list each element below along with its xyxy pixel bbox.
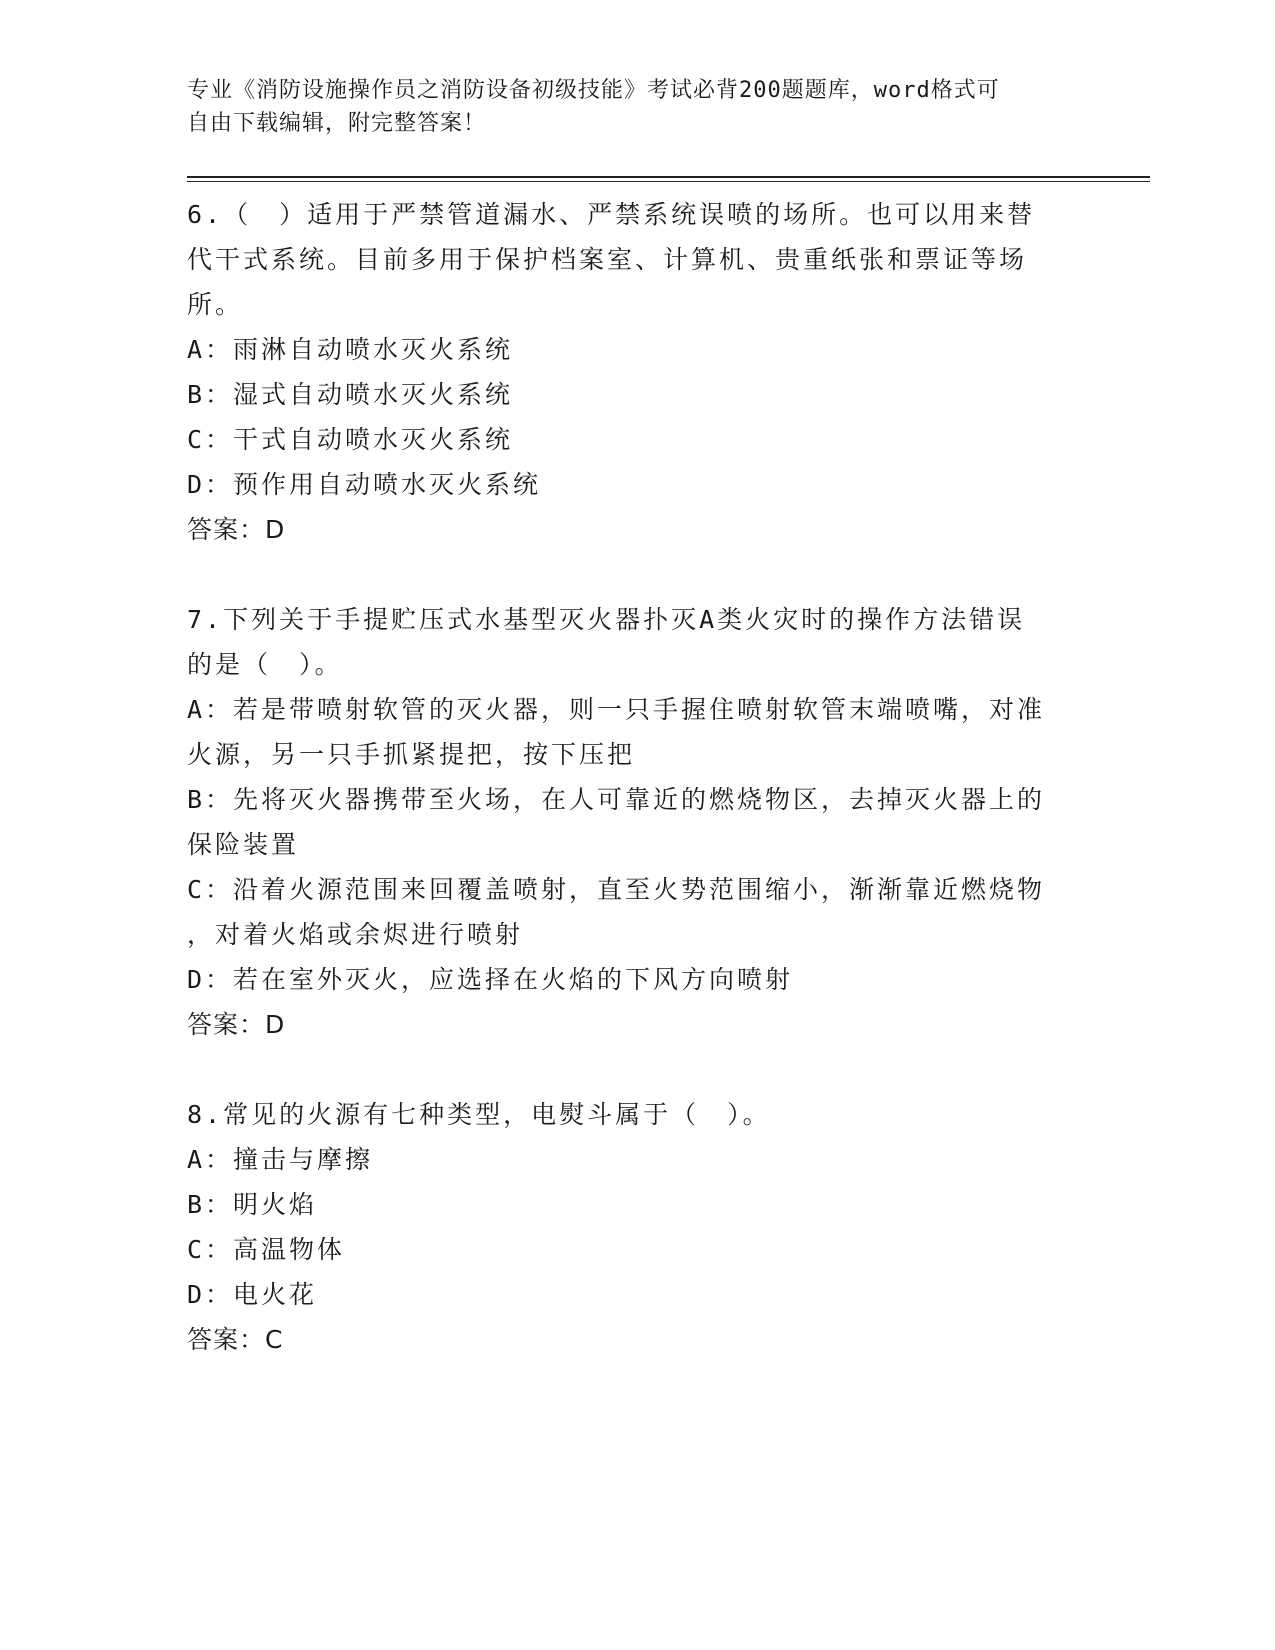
option-b: B：明火焰 (187, 1190, 318, 1219)
question-spacer (187, 552, 1087, 597)
question-stem-line: 6.（ ）适用于严禁管道漏水、严禁系统误喷的场所。也可以用来替 (187, 200, 1036, 229)
answer-label: 答案：C (187, 1325, 284, 1354)
option-b: B：先将灭火器携带至火场，在人可靠近的燃烧物区，去掉灭火器上的 (187, 785, 1046, 814)
question-stem-line: 代干式系统。目前多用于保护档案室、计算机、贵重纸张和票证等场 (187, 245, 1028, 274)
header-divider-thin (187, 181, 1150, 182)
option-c: C：高温物体 (187, 1235, 346, 1264)
option-c: C：沿着火源范围来回覆盖喷射，直至火势范围缩小，渐渐靠近燃烧物 (187, 875, 1046, 904)
header-line-2: 自由下载编辑，附完整答案！ (187, 111, 487, 136)
answer-label: 答案：D (187, 1010, 286, 1039)
option-a: A：雨淋自动喷水灭火系统 (187, 335, 514, 364)
question-stem-line: 所。 (187, 290, 244, 319)
header-line-1: 专业《消防设施操作员之消防设备初级技能》考试必背200题题库，word格式可 (187, 78, 1000, 103)
question-spacer (187, 1047, 1087, 1092)
question-stem-line: 7.下列关于手提贮压式水基型灭火器扑灭A类火灾时的操作方法错误 (187, 605, 1026, 634)
option-a-continued: 火源，另一只手抓紧提把，按下压把 (187, 740, 636, 769)
option-b: B：湿式自动喷水灭火系统 (187, 380, 514, 409)
option-a: A：若是带喷射软管的灭火器，则一只手握住喷射软管末端喷嘴，对准 (187, 695, 1046, 724)
option-b-continued: 保险装置 (187, 830, 300, 859)
header-divider-thick (187, 176, 1150, 178)
option-d: D：若在室外灭火，应选择在火焰的下风方向喷射 (187, 965, 794, 994)
question-8 (187, 1092, 1087, 1362)
question-6 (187, 192, 1087, 552)
question-7 (187, 597, 1087, 1047)
option-c-continued: ，对着火焰或余烬进行喷射 (187, 920, 524, 949)
question-list (187, 192, 1087, 1362)
option-c: C：干式自动喷水灭火系统 (187, 425, 514, 454)
question-stem-line: 的是（ ）。 (187, 650, 343, 679)
question-stem-line: 8.常见的火源有七种类型，电熨斗属于（ ）。 (187, 1100, 771, 1129)
option-d: D：预作用自动喷水灭火系统 (187, 470, 542, 499)
answer-label: 答案：D (187, 515, 286, 544)
option-d: D：电火花 (187, 1280, 318, 1309)
option-a: A：撞击与摩擦 (187, 1145, 374, 1174)
document-header (187, 74, 1067, 140)
